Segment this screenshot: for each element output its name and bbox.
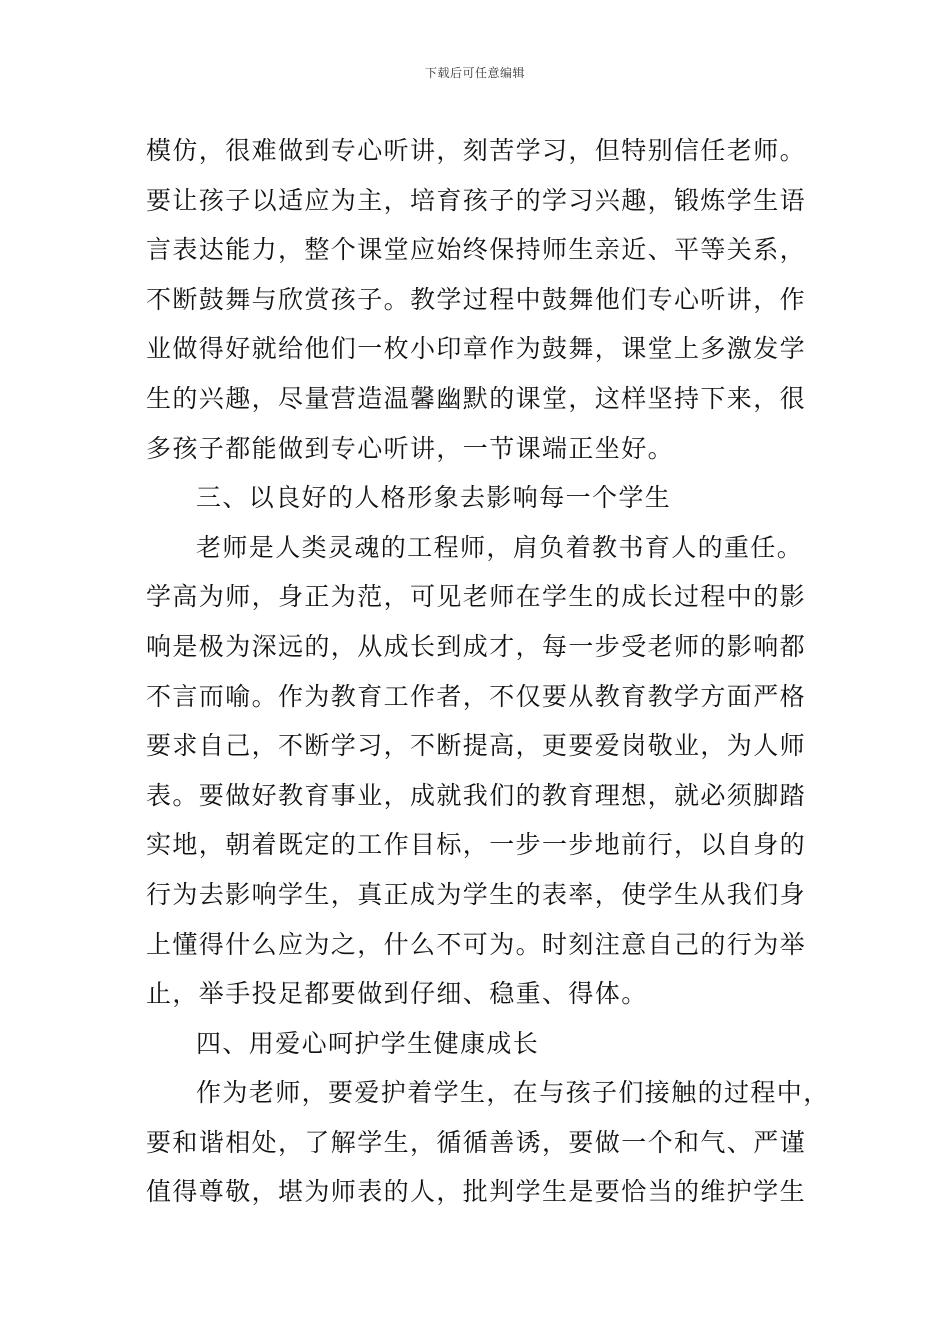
text-line: 止，举手投足都要做到仔细、稳重、得体。 bbox=[146, 979, 648, 1009]
text-line: 要让孩子以适应为主，培育孩子的学习兴趣，锻炼学生语 bbox=[146, 185, 807, 215]
text-line: 行为去影响学生，真正成为学生的表率，使学生从我们身 bbox=[146, 879, 807, 909]
text-line: 实地，朝着既定的工作目标，一步一步地前行，以自身的 bbox=[146, 830, 807, 860]
text-line: 不言而喻。作为教育工作者，不仅要从教育教学方面严格 bbox=[146, 681, 807, 711]
page-header: 下载后可任意编辑 bbox=[424, 66, 525, 80]
text-line: 要和谐相处，了解学生，循循善诱，要做一个和气、严谨 bbox=[146, 1127, 807, 1157]
text-line: 表。要做好教育事业，成就我们的教育理想，就必须脚踏 bbox=[146, 780, 807, 810]
text-line: 要求自己，不断学习，不断提高，更要爱岗敬业，为人师 bbox=[146, 731, 807, 761]
text-line: 学高为师，身正为范，可见老师在学生的成长过程中的影 bbox=[146, 582, 807, 612]
paragraph-start: 老师是人类灵魂的工程师，肩负着教书育人的重任。 bbox=[196, 532, 804, 562]
text-line: 值得尊敬，堪为师表的人，批判学生是要恰当的维护学生 bbox=[146, 1177, 807, 1207]
document-body bbox=[146, 126, 830, 1217]
text-line: 响是极为深远的，从成长到成才，每一步受老师的影响都 bbox=[146, 631, 807, 661]
text-line: 不断鼓舞与欣赏孩子。教学过程中鼓舞他们专心听讲，作 bbox=[146, 284, 807, 314]
text-line: 多孩子都能做到专心听讲，一节课端正坐好。 bbox=[146, 433, 675, 463]
text-line: 生的兴趣，尽量营造温馨幽默的课堂，这样坚持下来，很 bbox=[146, 383, 807, 413]
section-heading: 三、以良好的人格形象去影响每一个学生 bbox=[196, 483, 672, 513]
text-line: 上懂得什么应为之，什么不可为。时刻注意自己的行为举 bbox=[146, 929, 807, 959]
paragraph-start: 作为老师，要爱护着学生，在与孩子们接触的过程中， bbox=[196, 1078, 830, 1108]
section-heading: 四、用爱心呵护学生健康成长 bbox=[196, 1028, 540, 1058]
text-line: 言表达能力，整个课堂应始终保持师生亲近、平等关系， bbox=[146, 235, 807, 265]
text-line: 模仿，很难做到专心听讲，刻苦学习，但特别信任老师。 bbox=[146, 136, 807, 165]
text-line: 业做得好就给他们一枚小印章作为鼓舞，课堂上多激发学 bbox=[146, 334, 807, 364]
